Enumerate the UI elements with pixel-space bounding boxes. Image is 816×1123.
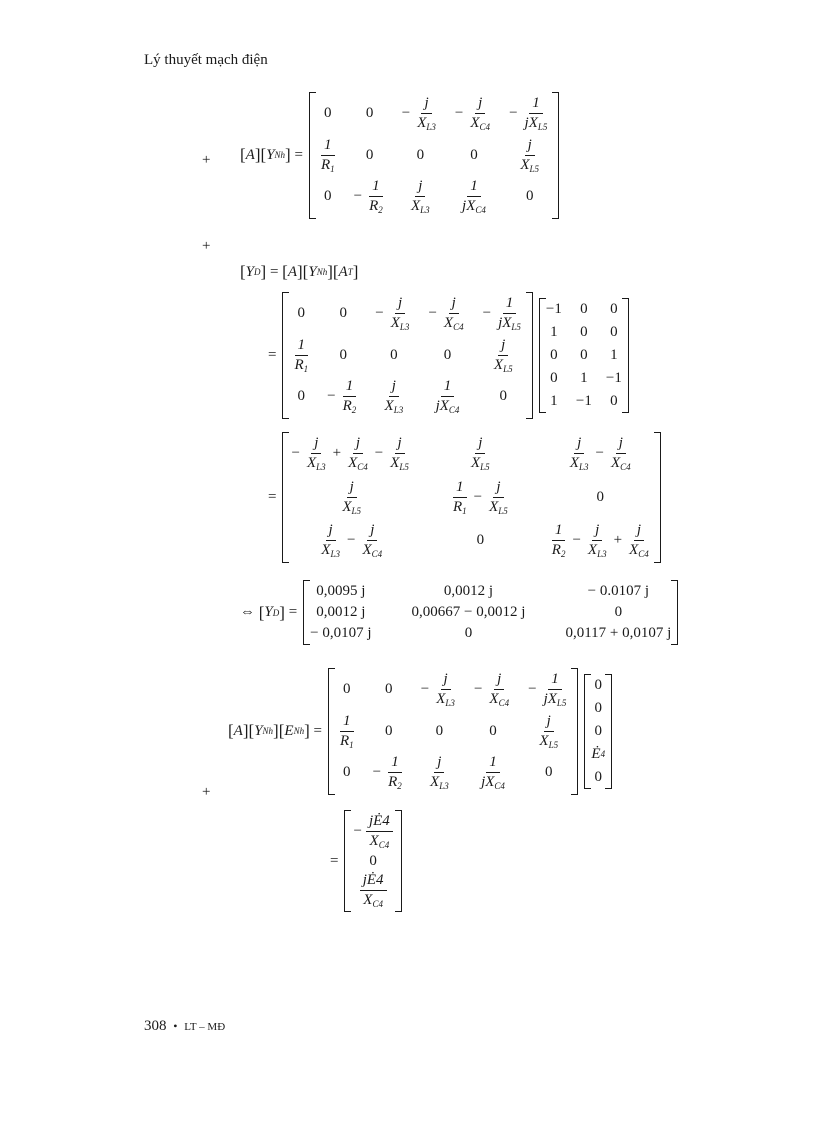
fraction-denominator: $X_{L5}$ bbox=[539, 732, 559, 750]
matrix-cell: 0 bbox=[610, 392, 618, 409]
matrix-cell bbox=[481, 295, 526, 333]
matrix-cell bbox=[324, 188, 332, 205]
fraction-numerator: j bbox=[395, 435, 405, 454]
fraction bbox=[608, 435, 634, 473]
fraction bbox=[478, 754, 508, 792]
fraction-numerator: j bbox=[475, 435, 485, 454]
page-header: Lý thuyết mạch điện bbox=[144, 52, 268, 68]
fraction-denominator: $X_{L3}$ bbox=[390, 315, 410, 333]
fraction-denominator: $X_{C4}$ bbox=[363, 891, 383, 909]
fraction-numerator: j bbox=[367, 522, 377, 541]
fraction-numerator: 1 bbox=[529, 95, 543, 114]
fraction bbox=[337, 713, 357, 751]
matrix-cell bbox=[534, 713, 563, 751]
matrix-value: 0 bbox=[343, 764, 351, 781]
fraction-numerator: j bbox=[494, 671, 504, 690]
fraction bbox=[522, 95, 551, 133]
fraction-numerator: j bbox=[449, 295, 459, 314]
fraction-numerator: j bbox=[347, 479, 357, 498]
matrix-cell: 0,0095 j bbox=[316, 583, 366, 599]
fraction-numerator: 1 bbox=[441, 378, 455, 397]
matrix-cell bbox=[436, 723, 444, 740]
fraction bbox=[441, 295, 467, 333]
matrix-value: 0 bbox=[324, 188, 332, 205]
operator-sign: + bbox=[613, 532, 623, 549]
matrix-cell bbox=[431, 378, 465, 416]
matrix-cell bbox=[500, 388, 508, 405]
fraction-numerator: 1 bbox=[503, 295, 517, 314]
fraction-denominator: $X_{L3}$ bbox=[436, 691, 455, 709]
fraction-denominator: $X_{L3}$ bbox=[430, 774, 449, 792]
matrix-cell bbox=[316, 137, 340, 175]
fraction bbox=[468, 435, 493, 473]
fraction bbox=[549, 522, 569, 560]
matrix-cell bbox=[390, 347, 398, 364]
matrix-cell bbox=[325, 378, 361, 416]
operator-sign: − bbox=[401, 105, 411, 122]
equation-result: = − $\frac{jĖ4}{X_{C4}}$ 0 $\frac{jĖ4}{X_{C4}}$ bbox=[330, 810, 405, 912]
fraction-numerator: j bbox=[475, 95, 485, 114]
vector-ENh bbox=[584, 674, 612, 789]
fraction bbox=[585, 522, 610, 560]
fraction-denominator: $X_{C4}$ bbox=[489, 691, 510, 709]
matrix-value: 0 bbox=[435, 722, 444, 739]
equation-YD-symbolic: = − $\frac{j}{X_{L3}}$ + $\frac{j}{X_{C4}}$ − $\frac{j}{X_{L5}}$ $\frac{j}{X_{L5}}$ $\frac{j}{X_{L3}}$ − $\frac{j}{X_{C4}}$ $\frac{j}{X_{L5}}$ $\frac{1}{R_1}$ − $\frac{j}{X_{L5}}$ 0 $\frac{j}{X_{L3}}$ − $\frac{j}{X_{C4}}$ 0 $\frac{1}{R_2}$ − $\frac{j}{X_{L3}}$ + $\frac{j}{X_{C4}}$ bbox=[268, 432, 664, 563]
fraction bbox=[433, 378, 463, 416]
fraction-denominator: $R_1$ bbox=[339, 732, 354, 750]
fraction bbox=[433, 671, 458, 709]
equation-product: = 0 0 − $\frac{j}{X_{L3}}$ − $\frac{j}{X_{C4}}$ − $\frac{1}{jX_{L5}}$ $\frac{1}{R_1}$ 0 0 0 $\frac{j}{X_{L5}}$ 0 − $\frac{1}{R_2}$ $\frac{j}{X_{L3}}$ $\frac{1}{jX_{C4}}$ 0 −1 0 0 1 0 0 0 0 1 0 1 −1 1 −1 0 bbox=[268, 292, 632, 419]
fraction-denominator: $jX_{L5}$ bbox=[498, 315, 521, 333]
matrix-cell bbox=[343, 764, 351, 781]
matrix-cell bbox=[489, 337, 518, 375]
fraction bbox=[491, 337, 516, 375]
fraction bbox=[486, 479, 511, 517]
matrix-value: 0 bbox=[365, 105, 374, 122]
fraction-numerator: j bbox=[574, 435, 584, 454]
matrix-cell bbox=[507, 95, 552, 133]
matrix-cell bbox=[466, 435, 495, 473]
fraction-numerator: j bbox=[441, 671, 451, 690]
matrix-cell: 0 bbox=[610, 300, 618, 317]
vector-symbol: Ė bbox=[591, 745, 601, 762]
vector-cell bbox=[351, 813, 394, 851]
fraction-denominator: $X_{L3}$ bbox=[410, 198, 430, 216]
fraction-numerator: 1 bbox=[388, 754, 402, 773]
fraction-denominator: $X_{L5}$ bbox=[342, 498, 362, 516]
fraction-numerator: j bbox=[434, 754, 444, 773]
fraction-numerator: 1 bbox=[548, 671, 562, 690]
fraction-denominator: $R_2$ bbox=[388, 774, 402, 792]
operator-sign: − bbox=[327, 388, 336, 405]
matrix-cell bbox=[565, 435, 636, 473]
fraction-denominator: $X_{C4}$ bbox=[362, 542, 383, 560]
fraction bbox=[382, 378, 407, 416]
operator-sign: − bbox=[353, 823, 362, 840]
operator-sign: + bbox=[332, 445, 342, 462]
fraction-numerator: 1 bbox=[340, 713, 354, 732]
matrix-value: 0 bbox=[596, 488, 604, 505]
matrix-cell bbox=[477, 532, 485, 549]
fraction bbox=[291, 337, 311, 375]
matrix-cell bbox=[417, 147, 425, 164]
bullet-plus-3: + bbox=[202, 784, 211, 800]
matrix-cell bbox=[371, 754, 407, 792]
operator-sign: − bbox=[572, 532, 581, 549]
matrix-cell bbox=[298, 305, 306, 322]
matrix-cell bbox=[425, 754, 454, 792]
matrix-value: 0 bbox=[384, 722, 393, 739]
matrix-cell bbox=[366, 147, 374, 164]
matrix-cell: 0 bbox=[580, 346, 588, 363]
fraction-numerator: jĖ4 bbox=[360, 872, 387, 891]
matrix-cell: 0,00667 − 0,0012 j bbox=[411, 604, 526, 620]
fraction-denominator: $X_{C4}$ bbox=[369, 833, 390, 851]
fraction-denominator: $X_{L3}$ bbox=[306, 455, 326, 473]
fraction-denominator: $jX_{C4}$ bbox=[481, 774, 505, 792]
matrix-cell: 0,0012 j bbox=[316, 604, 366, 620]
matrix-cell bbox=[426, 295, 468, 333]
bullet-plus-2: + bbox=[202, 238, 211, 254]
fraction bbox=[387, 435, 412, 473]
fraction-numerator: j bbox=[389, 378, 399, 397]
fraction bbox=[450, 479, 470, 517]
matrix-cell bbox=[470, 147, 478, 164]
operator-sign: − bbox=[473, 681, 483, 698]
fraction-numerator: j bbox=[326, 522, 336, 541]
operator-sign: − bbox=[528, 681, 537, 698]
matrix-A-YNh-third bbox=[328, 668, 578, 795]
fraction-numerator: j bbox=[415, 178, 425, 197]
matrix-cell bbox=[339, 347, 347, 364]
matrix-cell bbox=[324, 105, 332, 122]
matrix-cell bbox=[476, 754, 510, 792]
fraction bbox=[414, 95, 439, 133]
fraction bbox=[541, 671, 570, 709]
operator-sign: − bbox=[375, 305, 384, 322]
matrix-cell bbox=[489, 723, 497, 740]
fraction bbox=[366, 178, 386, 216]
fraction-numerator: j bbox=[525, 137, 535, 156]
fraction bbox=[427, 754, 452, 792]
matrix-cell bbox=[380, 378, 409, 416]
vector-result bbox=[344, 810, 401, 912]
fraction-numerator: 1 bbox=[343, 378, 357, 397]
fraction-denominator: $jX_{C4}$ bbox=[462, 198, 486, 216]
matrix-cell: 1 bbox=[610, 346, 618, 363]
matrix-cell: 0 bbox=[614, 604, 623, 620]
operator-sign: − bbox=[595, 445, 604, 462]
matrix-value: 0 bbox=[476, 532, 485, 549]
operator-sign: − bbox=[353, 188, 363, 205]
fraction-numerator: 1 bbox=[486, 754, 500, 773]
fraction-numerator: 1 bbox=[552, 522, 566, 541]
matrix-cell: − 0.0107 j bbox=[587, 583, 650, 599]
matrix-cell bbox=[472, 671, 514, 709]
fraction bbox=[459, 178, 489, 216]
matrix-cell bbox=[406, 178, 435, 216]
matrix-value: 0 bbox=[365, 146, 374, 163]
fraction-numerator: 1 bbox=[295, 337, 309, 356]
fraction-denominator: $X_{L3}$ bbox=[384, 398, 404, 416]
operator-sign: − bbox=[473, 488, 483, 505]
matrix-cell bbox=[453, 95, 495, 133]
fraction-denominator: $X_{L5}$ bbox=[390, 455, 409, 473]
fraction bbox=[626, 522, 652, 560]
fraction bbox=[340, 378, 360, 416]
matrix-A-YNh-repeat bbox=[282, 292, 532, 419]
matrix-cell bbox=[526, 671, 571, 709]
fraction-denominator: $X_{L5}$ bbox=[471, 455, 490, 473]
matrix-value: 0 bbox=[390, 346, 398, 363]
matrix-cell: 0 bbox=[550, 369, 558, 386]
operator-sign: − bbox=[374, 445, 384, 462]
fraction-numerator: j bbox=[498, 337, 508, 356]
matrix-cell bbox=[339, 305, 347, 322]
matrix-cell: −1 bbox=[575, 392, 592, 409]
matrix-cell bbox=[400, 95, 441, 133]
footer-label: LT – MĐ bbox=[184, 1021, 226, 1033]
matrix-cell bbox=[298, 388, 306, 405]
matrix-value: 0 bbox=[297, 388, 306, 405]
fraction-numerator: 1 bbox=[467, 178, 481, 197]
matrix-cell bbox=[335, 713, 359, 751]
matrix-cell bbox=[289, 435, 413, 473]
fraction bbox=[360, 872, 387, 910]
fraction-numerator: j bbox=[311, 435, 321, 454]
fraction-denominator: $X_{C4}$ bbox=[348, 455, 368, 473]
matrix-cell: 0,0012 j bbox=[443, 583, 494, 599]
fraction-numerator: j bbox=[592, 522, 602, 541]
matrix-A-YNh bbox=[309, 92, 559, 219]
vector-cell: 0 bbox=[594, 768, 602, 785]
fraction-numerator: 1 bbox=[453, 479, 467, 498]
fraction-denominator: $X_{C4}$ bbox=[443, 315, 464, 333]
fraction-numerator: j bbox=[634, 522, 644, 541]
matrix-YD-numeric bbox=[303, 580, 678, 645]
operator-sign: − bbox=[454, 105, 464, 122]
matrix-cell bbox=[457, 178, 491, 216]
operator-sign: − bbox=[428, 305, 437, 322]
matrix-cell bbox=[343, 681, 351, 698]
matrix-cell bbox=[352, 178, 388, 216]
matrix-cell bbox=[316, 522, 387, 560]
fraction-denominator: $R_2$ bbox=[369, 198, 383, 216]
fraction bbox=[366, 813, 393, 851]
matrix-value: 0 bbox=[489, 722, 497, 739]
fraction-denominator: $X_{C4}$ bbox=[470, 115, 491, 133]
footer-bullet: • bbox=[173, 1019, 178, 1033]
equation-YD-numeric: ⇔ [ Y D ] = 0,0095 j 0,0012 j − 0.0107 j 0,0012 j 0,00667 − 0,0012 j 0 − 0,0107 j 0 0,0117 + 0,0107 j bbox=[240, 580, 681, 645]
vector-cell: Ė 4 bbox=[591, 745, 606, 762]
matrix-cell: 0 bbox=[580, 323, 588, 340]
fraction-numerator: j bbox=[493, 479, 503, 498]
equation-lhs-A-YNh: [ A ] [ Y Nh ] = bbox=[240, 145, 303, 165]
operator-sign: − bbox=[291, 445, 300, 462]
equation-A-YNh bbox=[240, 92, 562, 219]
matrix-cell: 0 bbox=[580, 300, 588, 317]
operator-sign: − bbox=[420, 681, 430, 698]
fraction bbox=[567, 435, 592, 473]
fraction-numerator: 1 bbox=[321, 137, 335, 156]
fraction bbox=[388, 295, 413, 333]
fraction-denominator: $jX_{L5}$ bbox=[543, 691, 567, 709]
matrix-cell: −1 bbox=[605, 369, 622, 386]
vector-cell bbox=[358, 872, 389, 910]
matrix-cell bbox=[385, 681, 393, 698]
matrix-cell bbox=[444, 347, 452, 364]
fraction bbox=[359, 522, 385, 560]
page-footer bbox=[144, 1018, 225, 1035]
matrix-cell: 0 bbox=[610, 323, 618, 340]
matrix-cell bbox=[366, 105, 374, 122]
matrix-cell bbox=[373, 295, 414, 333]
matrix-cell bbox=[547, 522, 654, 560]
matrix-cell: 0,0117 + 0,0107 j bbox=[565, 625, 672, 641]
vector-cell: 0 bbox=[594, 699, 602, 716]
fraction bbox=[408, 178, 433, 216]
fraction bbox=[495, 295, 524, 333]
matrix-cell bbox=[337, 479, 366, 517]
matrix-cell: 1 bbox=[580, 369, 588, 386]
matrix-cell bbox=[515, 137, 544, 175]
fraction bbox=[345, 435, 371, 473]
vector-cell: 0 bbox=[594, 676, 602, 693]
fraction-denominator: $R_2$ bbox=[342, 398, 357, 416]
matrix-cell: − 0,0107 j bbox=[310, 625, 372, 641]
fraction-denominator: $X_{L5}$ bbox=[489, 498, 508, 516]
fraction-numerator: j bbox=[544, 713, 554, 732]
matrix-value: 0 bbox=[369, 852, 377, 869]
fraction bbox=[318, 522, 343, 560]
fraction-denominator: $R_1$ bbox=[320, 156, 335, 174]
fraction bbox=[467, 95, 493, 133]
matrix-cell: 0 bbox=[464, 625, 473, 641]
fraction-numerator: j bbox=[421, 95, 431, 114]
vector-cell: 0 bbox=[594, 722, 602, 739]
matrix-value: 0 bbox=[525, 188, 534, 205]
fraction bbox=[385, 754, 405, 792]
matrix-value: 0 bbox=[416, 146, 425, 163]
bullet-plus-1: + bbox=[202, 152, 211, 168]
matrix-value: 0 bbox=[343, 681, 351, 698]
matrix-cell bbox=[385, 723, 393, 740]
vector-cell bbox=[369, 853, 377, 870]
fraction-denominator: $R_2$ bbox=[551, 542, 566, 560]
fraction-denominator: $X_{L3}$ bbox=[321, 542, 340, 560]
fraction bbox=[318, 137, 338, 175]
matrix-cell bbox=[597, 489, 605, 506]
fraction-numerator: j bbox=[395, 295, 405, 314]
matrix-cell bbox=[526, 188, 534, 205]
matrix-value: 0 bbox=[324, 105, 332, 122]
fraction-denominator: $X_{C4}$ bbox=[610, 455, 631, 473]
fraction bbox=[304, 435, 329, 473]
fraction-numerator: jĖ4 bbox=[366, 813, 393, 832]
matrix-cell: −1 bbox=[545, 300, 562, 317]
fraction-numerator: j bbox=[616, 435, 626, 454]
matrix-cell bbox=[289, 337, 313, 375]
matrix-value: 0 bbox=[545, 764, 553, 781]
fraction-denominator: $R_1$ bbox=[452, 498, 467, 516]
matrix-cell: 1 bbox=[550, 323, 558, 340]
operator-sign: − bbox=[372, 764, 382, 781]
matrix-cell: 1 bbox=[550, 392, 558, 409]
matrix-value: 0 bbox=[339, 305, 347, 322]
fraction-denominator: $X_{C4}$ bbox=[629, 542, 649, 560]
fraction-denominator: $X_{L5}$ bbox=[520, 156, 540, 174]
fraction-numerator: j bbox=[353, 435, 363, 454]
matrix-YD-symbolic bbox=[282, 432, 660, 563]
fraction-denominator: $X_{L3}$ bbox=[569, 455, 589, 473]
fraction-denominator: $jX_{L5}$ bbox=[524, 115, 548, 133]
matrix-value: 0 bbox=[297, 305, 306, 322]
matrix-cell bbox=[419, 671, 460, 709]
operator-sign: − bbox=[346, 532, 356, 549]
matrix-A-transpose bbox=[539, 298, 629, 413]
fraction bbox=[536, 713, 561, 751]
fraction-numerator: 1 bbox=[369, 178, 383, 197]
matrix-value: 0 bbox=[499, 388, 507, 405]
equation-A-YNh-ENh: [ A ] [ Y Nh ] [ E Nh ] = 0 0 − $\frac{j}{X_{L3}}$ − $\frac{j}{X_{C4}}$ − $\frac{1}{jX_{L5}}$ $\frac{1}{R_1}$ 0 0 0 $\frac{j}{X_{L5}}$ 0 − $\frac{1}{R_2}$ $\frac{j}{X_{L3}}$ $\frac{1}{jX_{C4}}$ 0 0 0 0 Ė 4 0 bbox=[228, 668, 615, 795]
equation-YD-definition: [ Y D ] = [ A ] [ Y Nh ] [ A T ] bbox=[240, 262, 359, 281]
page-number: 308 bbox=[144, 1018, 167, 1034]
matrix-value: 0 bbox=[470, 146, 478, 163]
matrix-cell: 0 bbox=[550, 346, 558, 363]
fraction bbox=[486, 671, 512, 709]
operator-sign: − bbox=[482, 305, 492, 322]
fraction bbox=[339, 479, 364, 517]
fraction-denominator: $jX_{C4}$ bbox=[435, 398, 460, 416]
operator-sign: − bbox=[509, 105, 518, 122]
matrix-value: 0 bbox=[339, 346, 347, 363]
matrix-cell bbox=[448, 479, 513, 517]
matrix-value: 0 bbox=[443, 346, 452, 363]
fraction-denominator: $X_{L3}$ bbox=[587, 542, 607, 560]
matrix-value: 0 bbox=[384, 681, 393, 698]
fraction-denominator: $R_1$ bbox=[294, 356, 309, 374]
fraction-denominator: $X_{L3}$ bbox=[417, 115, 436, 133]
fraction bbox=[517, 137, 542, 175]
matrix-cell bbox=[545, 764, 553, 781]
fraction-denominator: $X_{L5}$ bbox=[493, 356, 513, 374]
